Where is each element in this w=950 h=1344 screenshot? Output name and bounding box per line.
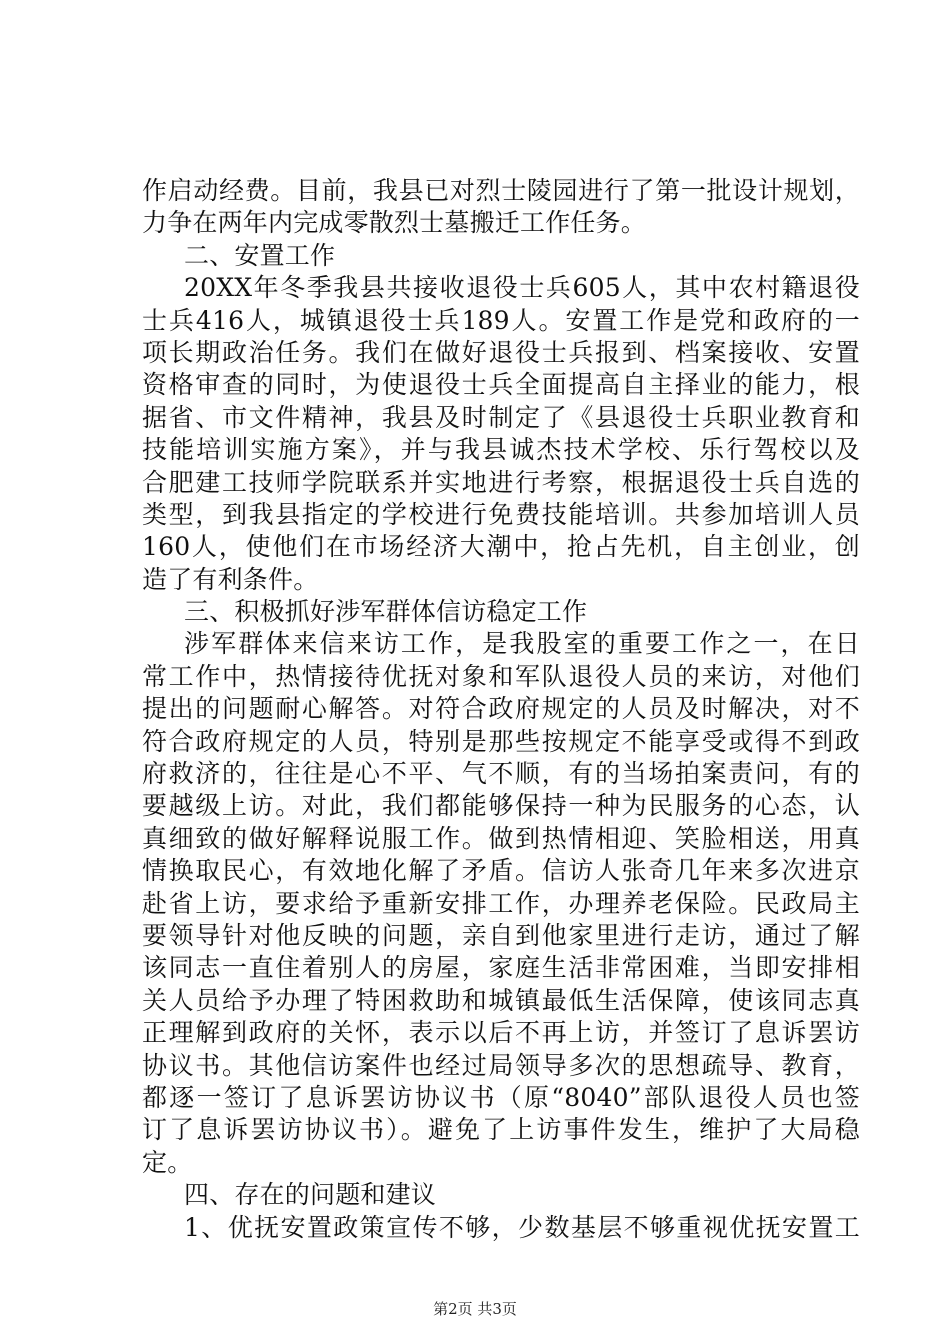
text-line: 协议书。其他信访案件也经过局领导多次的思想疏导、教育， [142,1050,860,1080]
text-line: 要领导针对他反映的问题，亲自到他家里进行走访，通过了解 [142,920,860,950]
text-line: 符合政府规定的人员，特别是那些按规定不能享受或得不到政 [142,726,860,756]
text-line: 定。 [142,1147,193,1177]
document-body [142,175,860,1244]
text-line: 二、安置工作 [184,240,336,270]
text-line: 1、优抚安置政策宣传不够，少数基层不够重视优抚安置工 [184,1212,860,1242]
text-line: 士兵416人，城镇退役士兵189人。安置工作是党和政府的一 [142,305,860,335]
text-line: 正理解到政府的关怀，表示以后不再上访，并签订了息诉罢访 [142,1018,860,1048]
text-line: 涉军群体来信来访工作，是我股室的重要工作之一，在日 [184,629,860,659]
text-line: 关人员给予办理了特困救助和城镇最低生活保障，使该同志真 [142,985,860,1015]
text-line: 造了有利条件。 [142,564,319,594]
text-line: 情换取民心，有效地化解了矛盾。信访人张奇几年来多次进京 [142,856,860,886]
text-line: 技能培训实施方案》，并与我县诚杰技术学校、乐行驾校以及 [142,435,860,465]
text-line: 据省、市文件精神，我县及时制定了《县退役士兵职业教育和 [142,402,860,432]
text-line: 要越级上访。对此，我们都能够保持一种为民服务的心态，认 [142,791,860,821]
text-line: 力争在两年内完成零散烈士墓搬迁工作任务。 [142,208,647,238]
text-line: 四、存在的问题和建议 [184,1180,437,1210]
text-line: 都逐一签订了息诉罢访协议书（原“8040”部队退役人员也签 [142,1082,860,1112]
text-line: 赴省上访，要求给予重新安排工作，办理养老保险。民政局主 [142,888,860,918]
text-line: 提出的问题耐心解答。对符合政府规定的人员及时解决，对不 [142,694,860,724]
text-line: 资格审查的同时，为使退役士兵全面提高自主择业的能力，根 [142,370,860,400]
text-line: 160人，使他们在市场经济大潮中，抢占先机，自主创业，创 [142,532,860,562]
text-line: 作启动经费。目前，我县已对烈士陵园进行了第一批设计规划， [142,176,860,205]
text-line: 府救济的，往往是心不平、气不顺，有的当场拍案责问，有的 [142,759,860,789]
page-footer: 第2页 共3页 [433,1300,517,1318]
text-line: 该同志一直住着别人的房屋，家庭生活非常困难，当即安排相 [142,953,860,983]
text-line: 订了息诉罢访协议书）。避免了上访事件发生，维护了大局稳 [142,1115,860,1145]
text-line: 20XX年冬季我县共接收退役士兵605人，其中农村籍退役 [184,273,860,303]
text-line: 项长期政治任务。我们在做好退役士兵报到、档案接收、安置 [142,337,860,367]
text-line: 三、积极抓好涉军群体信访稳定工作 [184,597,588,627]
text-line: 常工作中，热情接待优抚对象和军队退役人员的来访，对他们 [142,661,860,691]
text-line: 真细致的做好解释说服工作。做到热情相迎、笑脸相送，用真 [142,823,860,853]
text-line: 类型，到我县指定的学校进行免费技能培训。共参加培训人员 [142,499,860,529]
text-line: 合肥建工技师学院联系并实地进行考察，根据退役士兵自选的 [142,467,860,497]
